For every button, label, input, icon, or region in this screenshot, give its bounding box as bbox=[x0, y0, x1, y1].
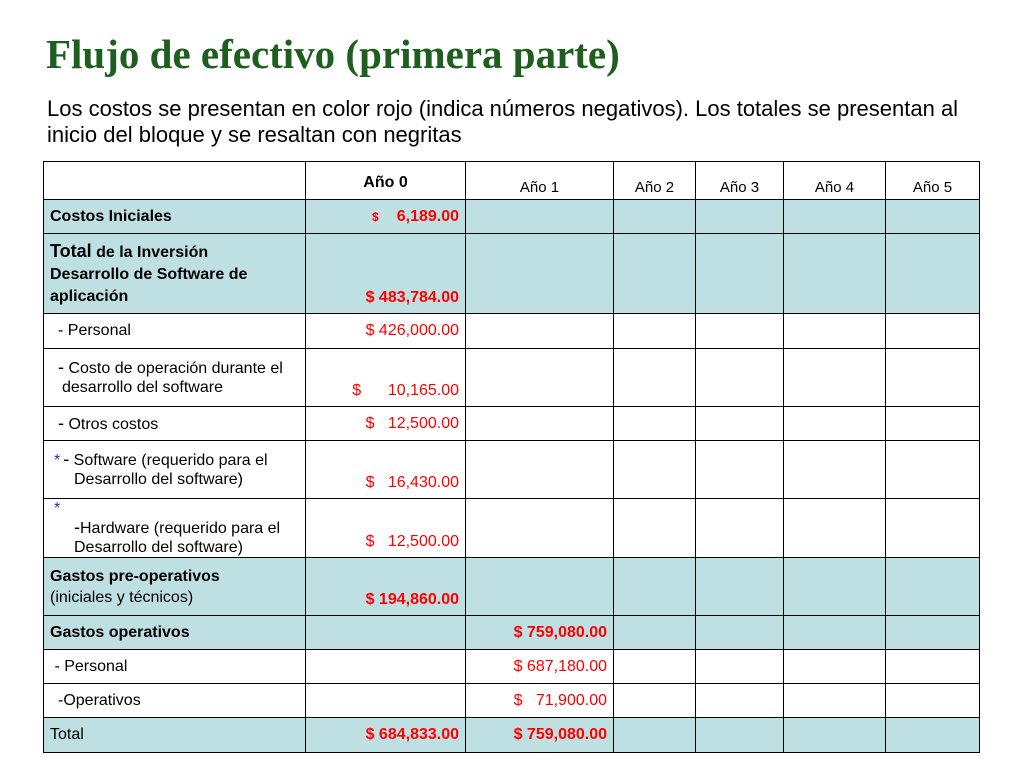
value-gastos-preoperativos-y0: $ 194,860.00 bbox=[306, 558, 466, 616]
empty-cell bbox=[784, 349, 886, 407]
label-otros-costos bbox=[44, 407, 306, 441]
header-year-0: Año 0 bbox=[306, 162, 466, 200]
empty-cell bbox=[696, 441, 784, 499]
header-year-3: Año 3 bbox=[696, 162, 784, 200]
value-total-y1: $ 759,080.00 bbox=[466, 718, 614, 753]
row-gastos-operativos bbox=[44, 616, 980, 650]
empty-cell bbox=[784, 314, 886, 349]
header-year-5: Año 5 bbox=[886, 162, 980, 200]
label-total-line2: Desarrollo de Software de bbox=[50, 265, 248, 283]
empty-cell bbox=[784, 200, 886, 234]
empty-cell bbox=[696, 314, 784, 349]
label-gastos-operativos: Gastos operativos bbox=[44, 616, 306, 650]
value-costos-iniciales-y0 bbox=[306, 200, 466, 234]
header-year-4: Año 4 bbox=[784, 162, 886, 200]
row-personal bbox=[44, 314, 980, 349]
label-hardware bbox=[44, 499, 306, 558]
empty-cell bbox=[886, 441, 980, 499]
value-total-inversion-y0: $ 483,784.00 bbox=[306, 234, 466, 314]
dash: - bbox=[58, 413, 64, 433]
empty-cell bbox=[886, 499, 980, 558]
empty-cell bbox=[306, 616, 466, 650]
empty-cell bbox=[614, 650, 696, 684]
label-line1-text: Hardware (requerido para el bbox=[80, 520, 281, 537]
empty-cell bbox=[614, 499, 696, 558]
empty-cell bbox=[886, 616, 980, 650]
header-year-2: Año 2 bbox=[614, 162, 696, 200]
empty-cell bbox=[886, 349, 980, 407]
empty-cell bbox=[886, 407, 980, 441]
empty-cell bbox=[614, 441, 696, 499]
label-total-inversion bbox=[44, 234, 306, 314]
empty-cell bbox=[886, 650, 980, 684]
empty-cell bbox=[696, 200, 784, 234]
label-total-line3: aplicación bbox=[50, 287, 129, 305]
label-line2: desarrollo del software bbox=[62, 379, 223, 396]
label-gastos-personal: - Personal bbox=[44, 650, 306, 684]
empty-cell bbox=[886, 314, 980, 349]
label-line1 bbox=[54, 517, 281, 537]
empty-cell bbox=[696, 349, 784, 407]
label-line2: Desarrollo del software) bbox=[74, 539, 243, 556]
empty-cell bbox=[466, 558, 614, 616]
label-line2: Desarrollo del software) bbox=[74, 471, 243, 488]
label-gastos-preoperativos bbox=[44, 558, 306, 616]
empty-cell bbox=[614, 684, 696, 718]
table-header-row bbox=[44, 162, 980, 200]
empty-cell bbox=[696, 684, 784, 718]
value-otros-costos-y0: $ 12,500.00 bbox=[306, 407, 466, 441]
empty-cell bbox=[466, 234, 614, 314]
value-hardware-y0: $ 12,500.00 bbox=[306, 499, 466, 558]
empty-cell bbox=[696, 616, 784, 650]
empty-cell bbox=[696, 499, 784, 558]
label-software bbox=[44, 441, 306, 499]
empty-cell bbox=[466, 407, 614, 441]
value-costo-operacion-y0: $ 10,165.00 bbox=[306, 349, 466, 407]
label-total-word: Total bbox=[50, 240, 92, 261]
value-gastos-operativos-sub-y1: $ 71,900.00 bbox=[466, 684, 614, 718]
empty-cell bbox=[614, 718, 696, 753]
asterisk-mark: * bbox=[54, 500, 61, 517]
empty-cell bbox=[614, 616, 696, 650]
row-costo-operacion bbox=[44, 349, 980, 407]
empty-cell bbox=[784, 684, 886, 718]
value-software-y0: $ 16,430.00 bbox=[306, 441, 466, 499]
slide-title: Flujo de efectivo (primera parte) bbox=[46, 31, 620, 77]
empty-cell bbox=[784, 234, 886, 314]
empty-cell bbox=[784, 441, 886, 499]
empty-cell bbox=[784, 499, 886, 558]
row-hardware bbox=[44, 499, 980, 558]
empty-cell bbox=[696, 650, 784, 684]
dash: - bbox=[74, 517, 80, 537]
empty-cell bbox=[886, 684, 980, 718]
label-total-rest: de la Inversión bbox=[91, 243, 209, 261]
header-empty-cell bbox=[44, 162, 306, 200]
empty-cell bbox=[696, 718, 784, 753]
empty-cell bbox=[614, 234, 696, 314]
label-costo-operacion bbox=[44, 349, 306, 407]
value-gastos-personal-y1: $ 687,180.00 bbox=[466, 650, 614, 684]
empty-cell bbox=[886, 234, 980, 314]
label-personal: - Personal bbox=[44, 314, 306, 349]
row-otros-costos bbox=[44, 407, 980, 441]
empty-cell bbox=[784, 616, 886, 650]
dash: - bbox=[63, 449, 70, 469]
asterisk-mark: * bbox=[54, 452, 61, 469]
value-total-y0: $ 684,833.00 bbox=[306, 718, 466, 753]
empty-cell bbox=[466, 441, 614, 499]
empty-cell bbox=[784, 558, 886, 616]
empty-cell bbox=[614, 407, 696, 441]
empty-cell bbox=[466, 499, 614, 558]
empty-cell bbox=[306, 684, 466, 718]
row-software bbox=[44, 441, 980, 499]
empty-cell bbox=[784, 407, 886, 441]
label-line1: Gastos pre-operativos bbox=[50, 567, 220, 585]
label-line2: (iniciales y técnicos) bbox=[50, 588, 194, 606]
empty-cell bbox=[614, 200, 696, 234]
value-gastos-operativos-y1: $ 759,080.00 bbox=[466, 616, 614, 650]
row-gastos-personal bbox=[44, 650, 980, 684]
label-line1: Software (requerido para el bbox=[69, 452, 268, 469]
empty-cell bbox=[696, 234, 784, 314]
label-text: Otros costos bbox=[64, 416, 159, 433]
header-year-1: Año 1 bbox=[466, 162, 614, 200]
row-total bbox=[44, 718, 980, 753]
label-line1: Costo de operación durante el bbox=[64, 360, 283, 377]
empty-cell bbox=[614, 349, 696, 407]
row-total-inversion bbox=[44, 234, 980, 314]
empty-cell bbox=[466, 200, 614, 234]
empty-cell bbox=[886, 558, 980, 616]
label-total: Total bbox=[44, 718, 306, 753]
empty-cell bbox=[784, 650, 886, 684]
dash: - bbox=[58, 357, 64, 377]
row-costos-iniciales bbox=[44, 200, 980, 234]
value-personal-y0: $ 426,000.00 bbox=[306, 314, 466, 349]
row-gastos-operativos-sub bbox=[44, 684, 980, 718]
empty-cell bbox=[614, 558, 696, 616]
value-text: 6,189.00 bbox=[396, 207, 459, 225]
slide-subtitle: Los costos se presentan en color rojo (indica números negativos). Los totales se presentan al inicio del bloque y se resaltan con negritas bbox=[47, 96, 959, 147]
empty-cell bbox=[306, 650, 466, 684]
empty-cell bbox=[696, 407, 784, 441]
empty-cell bbox=[466, 314, 614, 349]
row-gastos-preoperativos bbox=[44, 558, 980, 616]
empty-cell bbox=[696, 558, 784, 616]
cash-flow-table bbox=[43, 161, 980, 753]
empty-cell bbox=[886, 200, 980, 234]
empty-cell bbox=[466, 349, 614, 407]
empty-cell bbox=[784, 718, 886, 753]
dollar-sign: $ bbox=[372, 209, 379, 224]
label-costos-iniciales: Costos Iniciales bbox=[44, 200, 306, 234]
empty-cell bbox=[886, 718, 980, 753]
label-gastos-operativos-sub: -Operativos bbox=[44, 684, 306, 718]
empty-cell bbox=[614, 314, 696, 349]
